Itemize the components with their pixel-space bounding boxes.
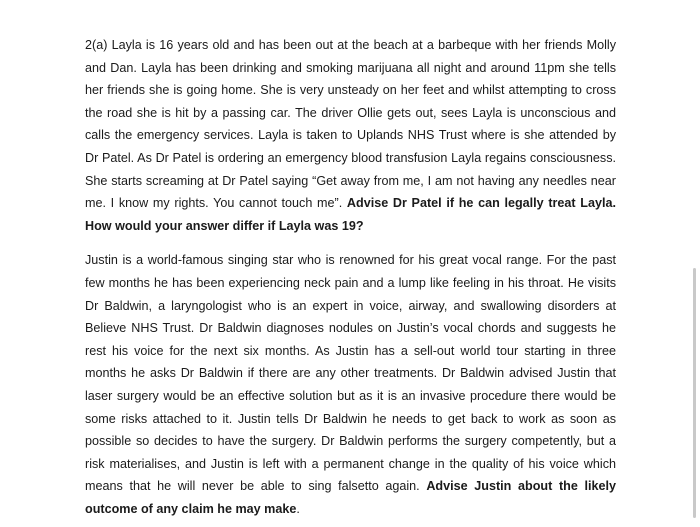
question-2b-paragraph xyxy=(85,249,616,520)
question-2b-scenario-text: Justin is a world-famous singing star who is renowned for his great vocal range. For the past few months he has been experiencing neck pain and a lump like feeling in his throat. He visits Dr Baldwin, a laryngologist who is an expert in voice, airway, and swallowing disorders at Believe NHS Trust. Dr Baldwin diagnoses nodules on Justin’s vocal chords and suggests he rest his voice for the next six months. As Justin has a sell-out world tour starting in three months he asks Dr Baldwin if there are any other treatments. Dr Baldwin advised Justin that laser surgery would be an effective solution but as it is an invasive procedure there would be some risks attached to it. Justin tells Dr Baldwin he needs to get back to work as soon as possible so decides to have the surgery. Dr Baldwin performs the surgery competently, but a risk materialises, and Justin is left with a permanent change in the quality of his voice which means that he will never be able to sing falsetto again. xyxy=(85,253,616,494)
question-2a-prompt: Advise Dr Patel if he can legally treat Layla. How would your answer differ if Layla was 19? xyxy=(85,196,617,233)
document-page xyxy=(85,34,616,520)
question-2a-scenario-text: 2(a) Layla is 16 years old and has been out at the beach at a barbeque with her friends Molly and Dan. Layla has been drinking and smoking marijuana all night and around 11pm she tells her friends she is going home. She is very unsteady on her feet and whilst attempting to cross the road she is hit by a passing car. The driver Ollie gets out, sees Layla is unconscious and calls the emergency services. Layla is taken to Uplands NHS Trust where is she attended by Dr Patel. As Dr Patel is ordering an emergency blood transfusion Layla regains consciousness. She starts screaming at Dr Patel saying “Get away from me, I am not having any needles near me. I know my rights. You cannot touch me”. xyxy=(85,38,616,211)
question-2a-paragraph xyxy=(85,34,616,237)
question-2b-prompt: Advise Justin about the likely outcome of any claim he may make xyxy=(85,479,616,516)
vertical-scrollbar[interactable] xyxy=(693,268,696,518)
question-2b-end-punctuation: . xyxy=(296,501,300,516)
